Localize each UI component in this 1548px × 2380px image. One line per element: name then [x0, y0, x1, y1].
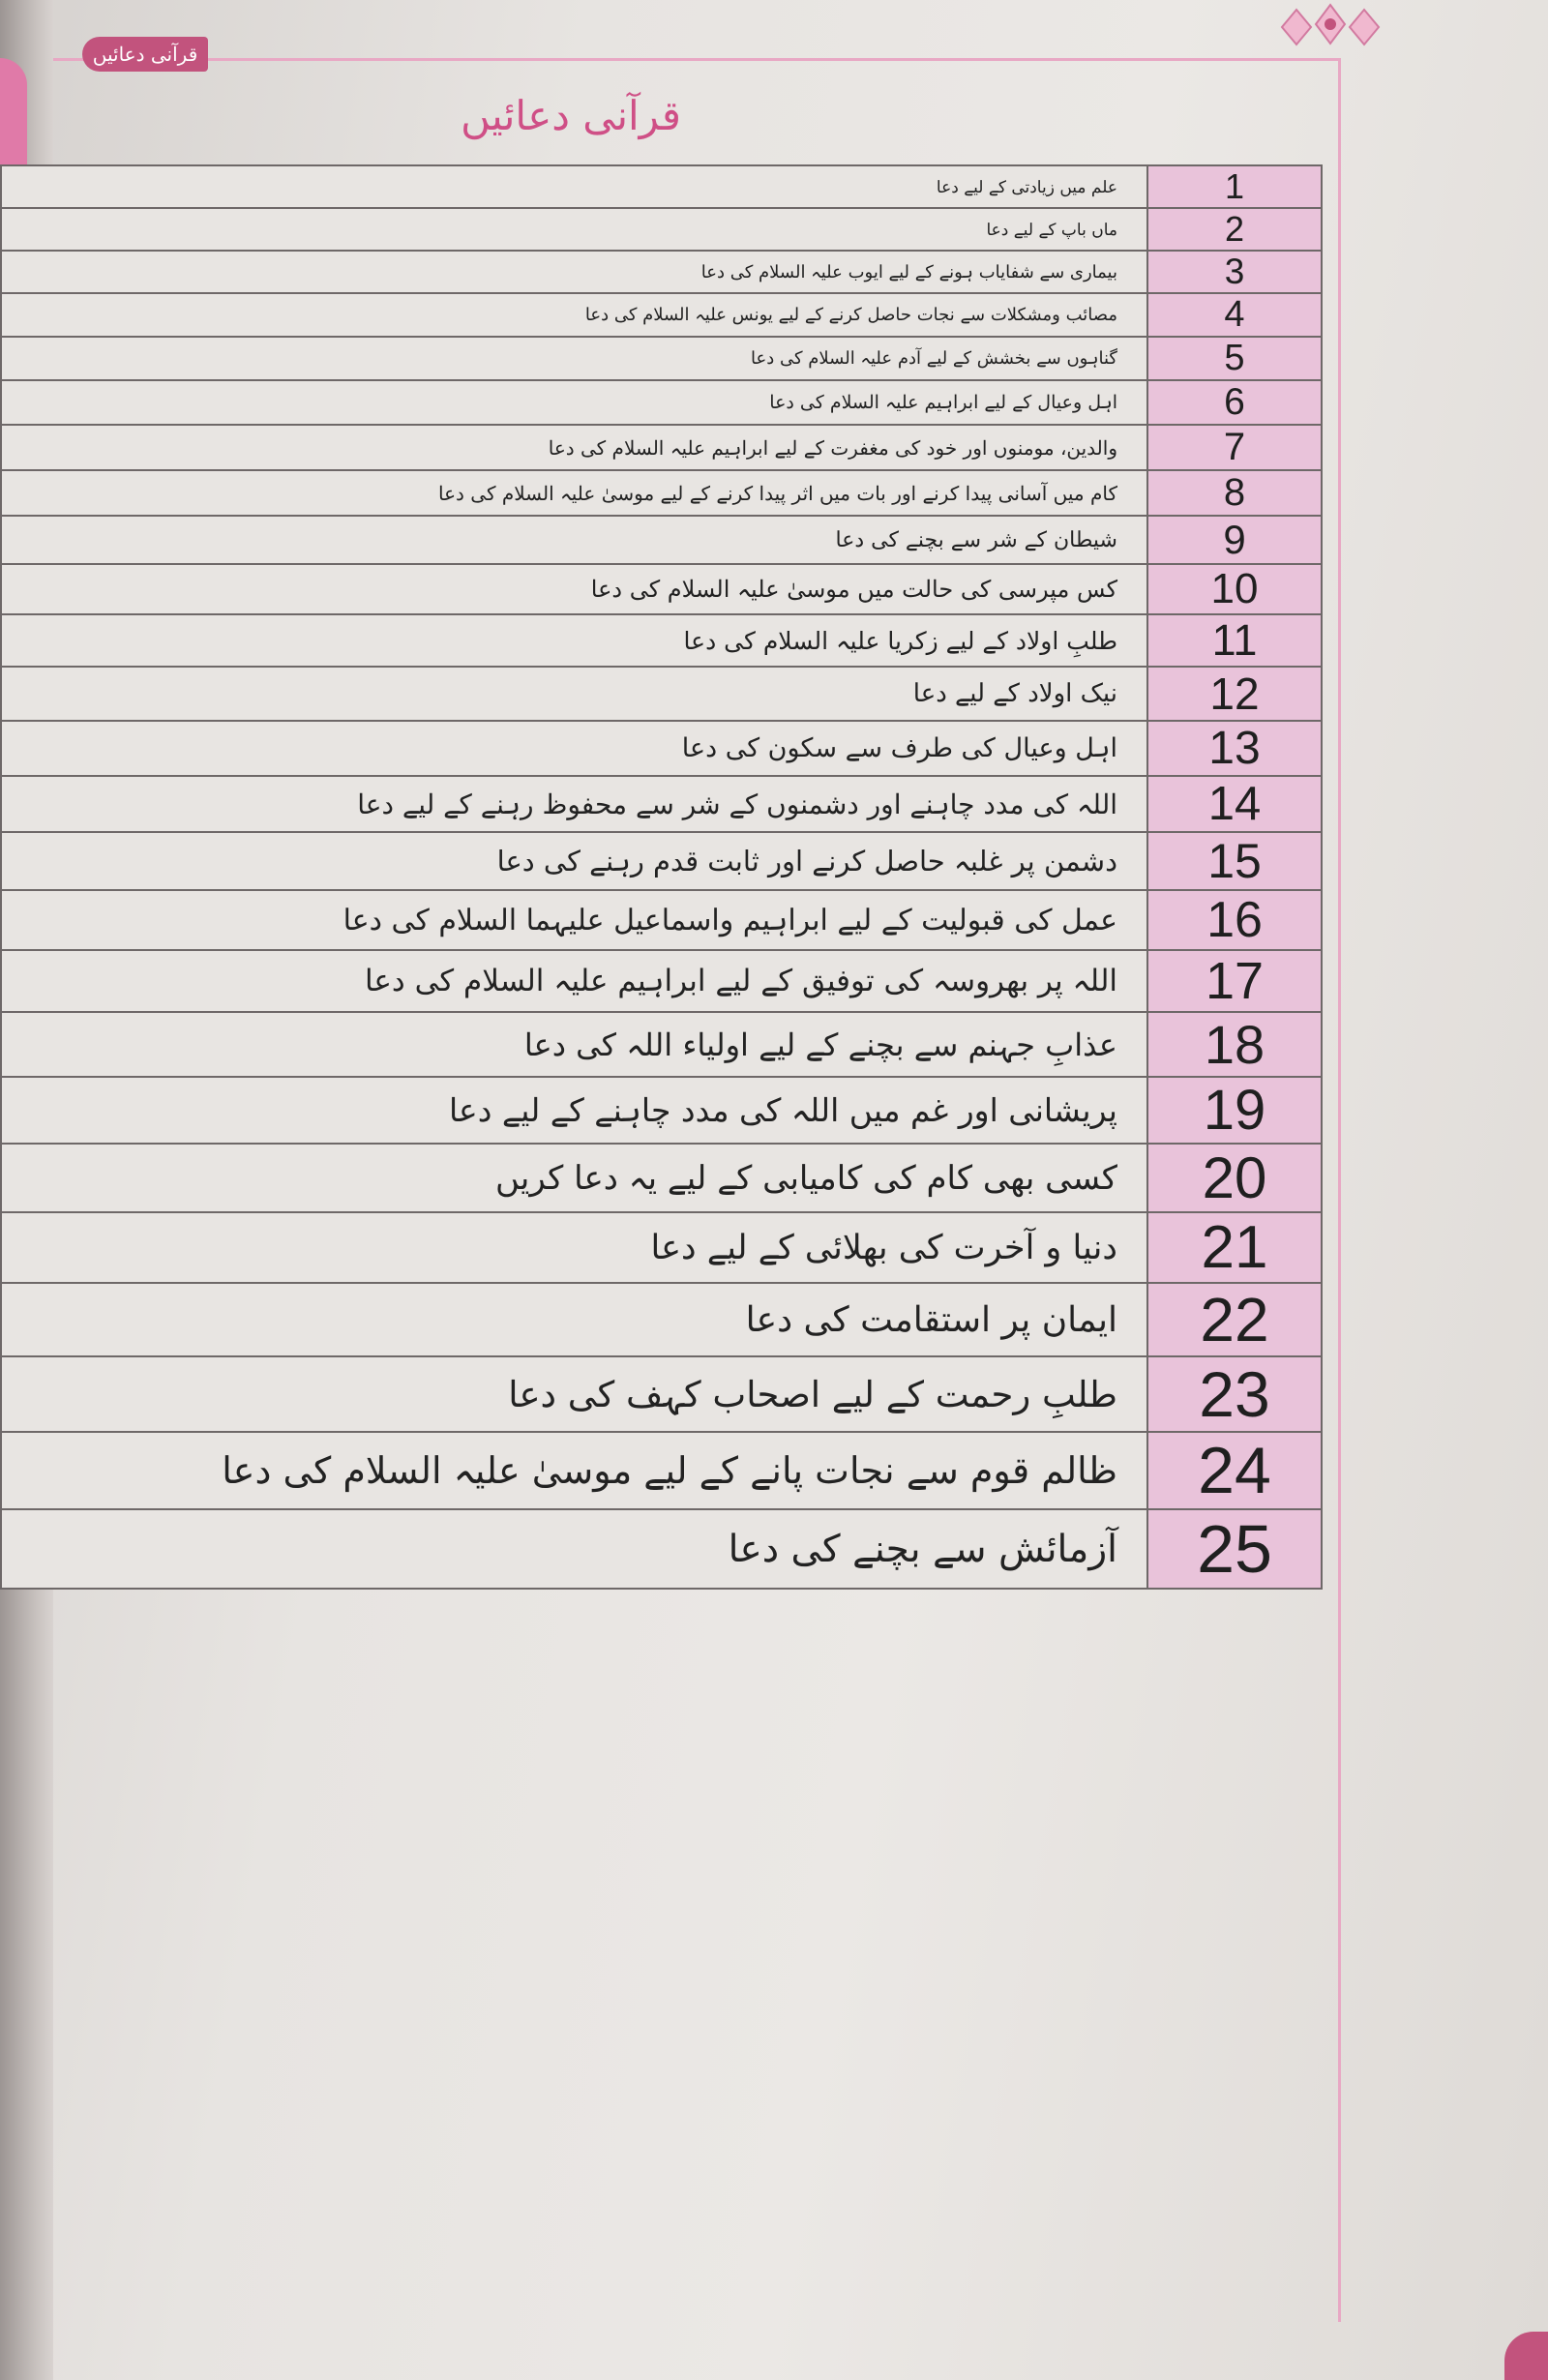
- number-cell: 2: [1147, 208, 1322, 251]
- table-row: [1, 1356, 1322, 1432]
- topic-cell: والدین، مومنوں اور خود کی مغفرت کے لیے ابراہیم علیہ السلام کی دعا: [1, 425, 1147, 470]
- table-row: [1, 890, 1322, 950]
- number-cell: 3: [1147, 251, 1322, 293]
- topic-cell: نیک اولاد کے لیے دعا: [1, 667, 1147, 721]
- table-row: [1, 251, 1322, 293]
- header-tab: قرآنی دعائیں: [82, 37, 208, 72]
- contents-table: [0, 164, 1323, 1590]
- table-row: [1, 776, 1322, 832]
- table-row: [1, 832, 1322, 890]
- table-row: [1, 1077, 1322, 1144]
- table-row: [1, 564, 1322, 614]
- topic-cell: پریشانی اور غم میں اللہ کی مدد چاہنے کے لیے دعا: [1, 1077, 1147, 1144]
- number-cell: 14: [1147, 776, 1322, 832]
- table-row: [1, 950, 1322, 1012]
- number-cell: 17: [1147, 950, 1322, 1012]
- table-row: [1, 1509, 1322, 1589]
- number-cell: 20: [1147, 1144, 1322, 1212]
- number-cell: 18: [1147, 1012, 1322, 1077]
- topic-cell: گناہوں سے بخشش کے لیے آدم علیہ السلام کی دعا: [1, 337, 1147, 380]
- table-row: [1, 1283, 1322, 1356]
- number-cell: 9: [1147, 516, 1322, 564]
- table-row: [1, 721, 1322, 776]
- topic-cell: کس مپرسی کی حالت میں موسیٰ علیہ السلام کی دعا: [1, 564, 1147, 614]
- table-row: [1, 1012, 1322, 1077]
- number-cell: 19: [1147, 1077, 1322, 1144]
- table-row: [1, 470, 1322, 516]
- number-cell: 1: [1147, 165, 1322, 208]
- page-frame-top: [53, 58, 1340, 61]
- topic-cell: دشمن پر غلبہ حاصل کرنے اور ثابت قدم رہنے کی دعا: [1, 832, 1147, 890]
- number-cell: 15: [1147, 832, 1322, 890]
- topic-cell: طلبِ اولاد کے لیے زکریا علیہ السلام کی دعا: [1, 614, 1147, 667]
- topic-cell: کام میں آسانی پیدا کرنے اور بات میں اثر پیدا کرنے کے لیے موسیٰ علیہ السلام کی دعا: [1, 470, 1147, 516]
- number-cell: 13: [1147, 721, 1322, 776]
- topic-cell: طلبِ رحمت کے لیے اصحاب کہف کی دعا: [1, 1356, 1147, 1432]
- topic-cell: اہل وعیال کے لیے ابراہیم علیہ السلام کی دعا: [1, 380, 1147, 425]
- number-cell: 6: [1147, 380, 1322, 425]
- number-cell: 12: [1147, 667, 1322, 721]
- table-row: [1, 516, 1322, 564]
- flower-ornament-icon: [1258, 0, 1403, 58]
- topic-cell: عمل کی قبولیت کے لیے ابراہیم واسماعیل علیہما السلام کی دعا: [1, 890, 1147, 950]
- topic-cell: اہل وعیال کی طرف سے سکون کی دعا: [1, 721, 1147, 776]
- number-cell: 10: [1147, 564, 1322, 614]
- number-cell: 8: [1147, 470, 1322, 516]
- table-row: [1, 208, 1322, 251]
- table-row: [1, 293, 1322, 337]
- table-row: [1, 667, 1322, 721]
- topic-cell: عذابِ جہنم سے بچنے کے لیے اولیاء اللہ کی دعا: [1, 1012, 1147, 1077]
- number-cell: 22: [1147, 1283, 1322, 1356]
- topic-cell: شیطان کے شر سے بچنے کی دعا: [1, 516, 1147, 564]
- table-row: [1, 1212, 1322, 1283]
- number-cell: 7: [1147, 425, 1322, 470]
- table-row: [1, 165, 1322, 208]
- topic-cell: ظالم قوم سے نجات پانے کے لیے موسیٰ علیہ السلام کی دعا: [1, 1432, 1147, 1509]
- topic-cell: کسی بھی کام کی کامیابی کے لیے یہ دعا کریں: [1, 1144, 1147, 1212]
- topic-cell: مصائب ومشکلات سے نجات حاصل کرنے کے لیے یونس علیہ السلام کی دعا: [1, 293, 1147, 337]
- number-cell: 23: [1147, 1356, 1322, 1432]
- table-row: [1, 380, 1322, 425]
- page-title: قرآنی دعائیں: [461, 92, 681, 139]
- topic-cell: دنیا و آخرت کی بھلائی کے لیے دعا: [1, 1212, 1147, 1283]
- number-cell: 5: [1147, 337, 1322, 380]
- table-row: [1, 614, 1322, 667]
- number-cell: 16: [1147, 890, 1322, 950]
- topic-cell: ایمان پر استقامت کی دعا: [1, 1283, 1147, 1356]
- topic-cell: ماں باپ کے لیے دعا: [1, 208, 1147, 251]
- number-cell: 24: [1147, 1432, 1322, 1509]
- table-row: [1, 1432, 1322, 1509]
- number-cell: 11: [1147, 614, 1322, 667]
- table-row: [1, 425, 1322, 470]
- number-cell: 21: [1147, 1212, 1322, 1283]
- topic-cell: بیماری سے شفایاب ہونے کے لیے ایوب علیہ السلام کی دعا: [1, 251, 1147, 293]
- topic-cell: اللہ کی مدد چاہنے اور دشمنوں کے شر سے محفوظ رہنے کے لیے دعا: [1, 776, 1147, 832]
- page-frame-right: [1338, 58, 1341, 2322]
- topic-cell: اللہ پر بھروسہ کی توفیق کے لیے ابراہیم علیہ السلام کی دعا: [1, 950, 1147, 1012]
- number-cell: 4: [1147, 293, 1322, 337]
- table-row: [1, 1144, 1322, 1212]
- number-cell: 25: [1147, 1509, 1322, 1589]
- table-row: [1, 337, 1322, 380]
- topic-cell: آزمائش سے بچنے کی دعا: [1, 1509, 1147, 1589]
- topic-cell: علم میں زیادتی کے لیے دعا: [1, 165, 1147, 208]
